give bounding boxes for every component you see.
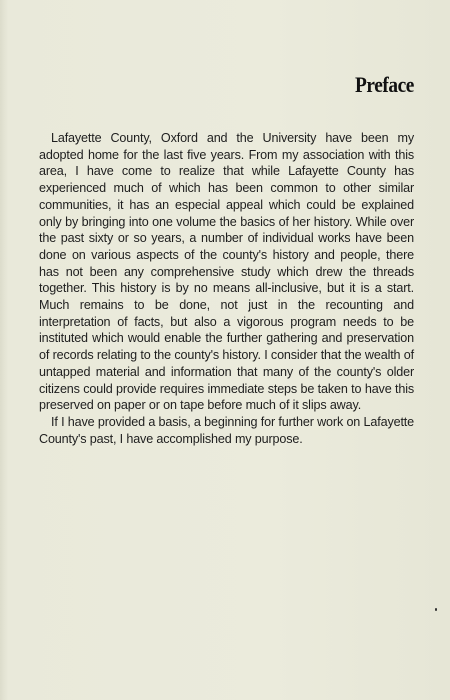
paragraph-1: Lafayette County, Oxford and the University have been my adopted home for the last five years. From my association with this area, I have come to realize that while Lafayette County has experienced much of which has been common to other similar communities, it has an especial appeal which could be explained only by bringing into one volume the basics of her history. While over the past sixty or so years, a number of individual works have been done on various aspects of the county's history and people, there has not been any comprehensive study which drew the threads together. This history is by no means all-inclusive, but it is a start. Much remains to be done, not just in the recounting and interpretation of facts, but also a vigorous program needs to be instituted which would enable the further gathering and preservation of records relating to the county's history. I consider that the wealth of untapped material and information that many of the county's older citizens could provide requires immediate steps be taken to have this preserved on paper or on tape before much of it slips away.	[39, 131, 414, 413]
page-title: Preface	[355, 72, 414, 97]
preface-body	[39, 130, 414, 447]
paper-speck	[435, 608, 437, 611]
paragraph-2: If I have provided a basis, a beginning for further work on Lafayette County's past, I have accomplished my purpose.	[39, 414, 414, 446]
